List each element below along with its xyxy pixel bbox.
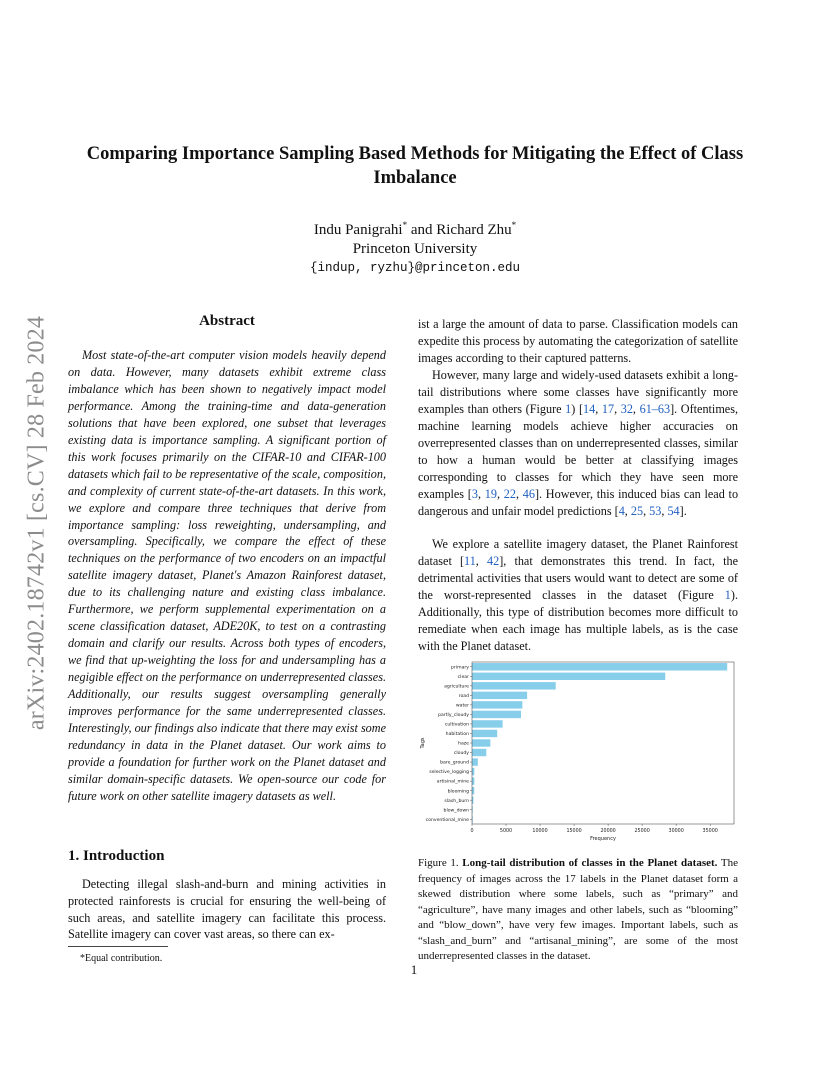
author-email: {indup, ryzhu}@princeton.edu [309,261,521,275]
bar-habitation [472,730,497,737]
equal-contrib-mark: * [402,220,408,230]
arxiv-id: arXiv:2402.18742v1 [cs.CV] 28 Feb 2024 [23,315,50,731]
y-tick-label: primary [451,665,469,671]
bar-clear [472,673,665,680]
bar-cultivation [472,720,503,727]
figure-1-chart [418,658,738,846]
citation-link[interactable]: 42 [487,554,500,568]
bar-blooming [472,787,474,794]
authors [70,221,760,240]
x-tick-label: 5000 [499,829,513,834]
footnote: *Equal contribution. [80,953,163,964]
y-tick-label: slash_burn [444,798,469,804]
author-separator: and [407,222,437,238]
bar-primary [472,663,727,670]
bar-agriculture [472,682,556,689]
x-tick-label: 20000 [600,829,616,834]
citation-link[interactable]: 25 [630,504,644,518]
y-tick-label: artisinal_mine [436,779,469,785]
text-run: , [614,402,621,416]
x-tick-label: 15000 [566,829,582,834]
text-run: We explore a satellite imagery dataset, the Planet Rainforest dataset [ [418,537,738,568]
arxiv-stamp [22,288,52,758]
right-paragraph-1: ist a large the amount of data to parse. Classification models can expedite this process by automating the categorization of satellite images according to their captured patterns. [418,317,738,365]
text-run: ], that demonstrates this trend. In fact, the detrimental activities that users would want to detect are some of the worst-represented classes in the dataset (Figure [418,554,738,602]
text-run: ) [ [571,402,584,416]
figure-ref-link[interactable]: 1 [565,402,572,416]
y-tick-label: blooming [447,789,469,795]
bar-cloudy [472,749,486,756]
caption-text: The frequency of images across the 17 labels in the Planet dataset form a skewed distribution where some labels, such as “primary” and “agriculture”, have many images and other labels, such as “blooming” and “blow_down”, have very few images. Important labels, such as “slash_and_burn” and “artisanal_mining”, are some of the most underrepresented classes in the dataset. [418,857,738,962]
bar-haze [472,739,490,746]
caption-label: Figure 1. [418,857,463,869]
x-tick-label: 30000 [668,829,684,834]
y-tick-label: agriculture [444,684,469,690]
intro-text: Detecting illegal slash-and-burn and mining activities in protected rainforests is crucial for ensuring the well-being of such areas, and satellite imagery can facilitate this process. Satellite imagery can cover vast areas, so there can ex- [68,877,386,942]
right-paragraph-2 [418,367,738,520]
text-run: ]. However, this induced bias can lead to dangerous and unfair model predictions [ [418,487,739,518]
caption-title: Long-tail distribution of classes in the Planet dataset. [462,857,718,869]
text-run: , [661,504,668,518]
x-tick-label: 25000 [634,829,650,834]
y-tick-label: cloudy [453,751,469,757]
footnote-rule [68,946,168,947]
x-tick-label: 10000 [532,829,548,834]
citation-link[interactable]: 46 [522,487,535,501]
text-run: , [475,554,487,568]
text-run: , [496,487,504,501]
text-run: , [624,504,631,518]
citation-link[interactable]: 54 [667,504,680,518]
affiliation: Princeton University [352,241,478,257]
citation-link[interactable]: 61–63 [639,402,671,416]
citation-link[interactable]: 3 [471,487,478,501]
y-tick-label: partly_cloudy [438,713,469,719]
abstract-heading: Abstract [199,313,255,329]
x-tick-label: 35000 [702,829,718,834]
citation-link[interactable]: 53 [649,504,662,518]
bar-bare_ground [472,758,478,765]
y-tick-label: clear [457,674,469,680]
y-tick-label: road [458,693,469,699]
page-number: 1 [410,962,418,977]
text-run: , [515,487,523,501]
y-tick-label: cultivation [444,722,469,728]
text-run: , [643,504,650,518]
x-tick-label: 0 [470,829,474,834]
citation-link[interactable]: 4 [618,504,625,518]
bar-partly_cloudy [472,711,521,718]
x-axis-label: Frequency [590,836,616,842]
text-run: ). Additionally, this type of distribution becomes more difficult to remediate when each image has multiple labels, as is the case with the Planet dataset. [418,588,738,653]
text-run: ]. Oftentimes, machine learning models achieve higher accuracies on overrepresented classes than on underrepresented classes, similar to how a human would be better at classifying images corresponding to classes for which they have seen more examples [ [418,402,738,501]
right-paragraph-3 [418,536,738,655]
bar-chart-svg [418,658,738,846]
citation-link[interactable]: 19 [484,487,497,501]
equal-contrib-mark: * [511,220,517,230]
text-run: , [632,402,640,416]
intro-heading: 1. Introduction [68,848,165,864]
author-1: Indu Panigrahi [313,222,403,238]
citation-link[interactable]: 11 [464,554,476,568]
bar-artisinal_mine [472,777,474,784]
y-axis-label: Tags [420,737,426,749]
abstract-text: Most state-of-the-art computer vision models heavily depend on data. However, many datasets exhibit extreme class imbalance which has been shown to negatively impact model performance. Among the training-time and data-generation solutions that have been explored, one subset that leverages existing data is importance sampling. A significant portion of this work focuses primarily on the CIFAR-10 and CIFAR-100 datasets which fail to be representative of the scale, composition, and complexity of current state-of-the-art datasets. In this work, we explore and compare three techniques that derive from importance sampling: loss reweighting, undersampling, and oversampling. Specifically, we compare the effect of these techniques on the performance of two encoders on an impactful satellite imagery dataset, Planet's Amazon Rainforest dataset, due to its challenging nature and existing class imbalance. Furthermore, we perform supplemental experimentation on a scene classification dataset, ADE20K, to test on a contrasting domain and clarify our results. Across both types of encoders, we find that up-weighting the loss for and undersampling has a negigible effect on the performance on underrepresented classes. Additionally, our results suggest oversampling generally improves performance for the same underrepresented classes. Interestingly, our findings also indicate that there may exist some redundancy in data in the Planet dataset. Our work aims to provide a foundation for further work on the Planet dataset and similar domain-specific datasets. We open-source our code for future work on other satellite imagery datasets as well. [68,348,386,803]
y-tick-label: blow_down [443,808,469,814]
citation-link[interactable]: 17 [601,402,615,416]
y-tick-label: habitation [445,732,469,738]
bar-selective_logging [472,768,474,775]
citation-link[interactable]: 14 [583,402,596,416]
figure-1-caption [418,856,738,965]
y-tick-label: bare_ground [440,760,469,766]
text-run: , [595,402,602,416]
y-tick-label: conventional_mine [425,817,469,823]
bar-water [472,701,522,708]
y-tick-label: selective_logging [429,770,469,776]
bar-road [472,692,527,699]
y-tick-label: haze [458,741,469,747]
citation-link[interactable]: 32 [620,402,633,416]
y-tick-label: water [455,703,469,709]
text-run: However, many large and widely-used datasets exhibit a long-tail distributions where some classes have significantly more examples than others (Figure [418,368,738,416]
figure-ref-link[interactable]: 1 [724,588,731,602]
citation-link[interactable]: 22 [503,487,516,501]
author-2: Richard Zhu [436,222,512,238]
text-run: ]. [679,504,687,518]
paper-title: Comparing Importance Sampling Based Methods for Mitigating the Effect of Class Imbalance [86,144,744,188]
text-run: , [477,487,485,501]
